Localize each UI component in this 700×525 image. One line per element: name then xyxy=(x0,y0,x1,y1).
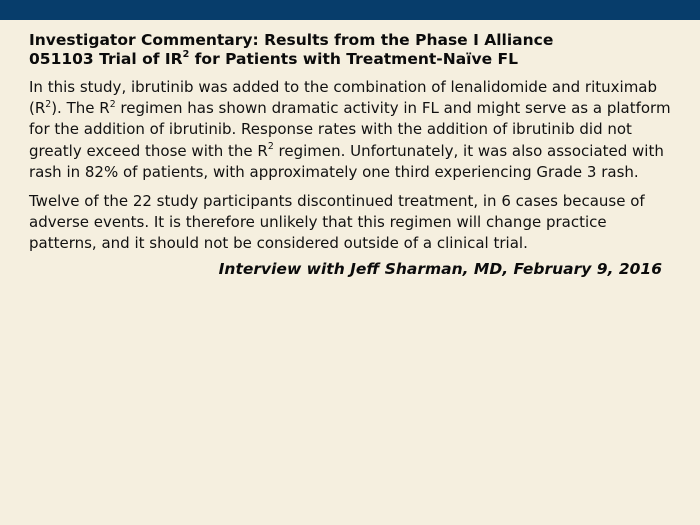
slide-title xyxy=(29,31,674,69)
commentary-paragraph-2: Twelve of the 22 study participants discontinued treatment, in 6 cases because of adverse events. It is therefore unlikely that this regimen will change practice patterns, and it should not be considered outside of a clinical trial. xyxy=(29,192,645,253)
title-superscript: 2 xyxy=(182,49,190,61)
p1-superscript-3: 2 xyxy=(267,141,274,153)
p1-superscript-1: 2 xyxy=(45,98,52,110)
p1-superscript-2: 2 xyxy=(109,98,116,110)
slide-content xyxy=(29,31,674,280)
commentary-paragraph-1 xyxy=(29,77,674,183)
p1-text-4: regimen. Unfortunately, it was also associated with rash in 82% of patients, with approximately one third experiencing Grade 3 rash. xyxy=(29,141,664,181)
title-line-2-end: for Patients with Treatment-Naïve FL xyxy=(189,50,518,68)
p1-text-2: ). The R xyxy=(51,99,110,118)
title-line-1: Investigator Commentary: Results from the Phase I Alliance xyxy=(29,31,554,49)
title-line-2-start: 051103 Trial of IR xyxy=(29,50,183,68)
header-bar xyxy=(0,0,700,20)
p1-text-3: regimen has shown dramatic activity in FL and might serve as a platform for the addition of ibrutinib. Response rates with the addition of ibrutinib did not greatly exceed those with the R xyxy=(29,99,671,160)
p1-text-1: In this study, ibrutinib was added to the combination of lenalidomide and rituximab (R xyxy=(29,78,658,118)
attribution: Interview with Jeff Sharman, MD, February 9, 2016 xyxy=(218,259,662,278)
